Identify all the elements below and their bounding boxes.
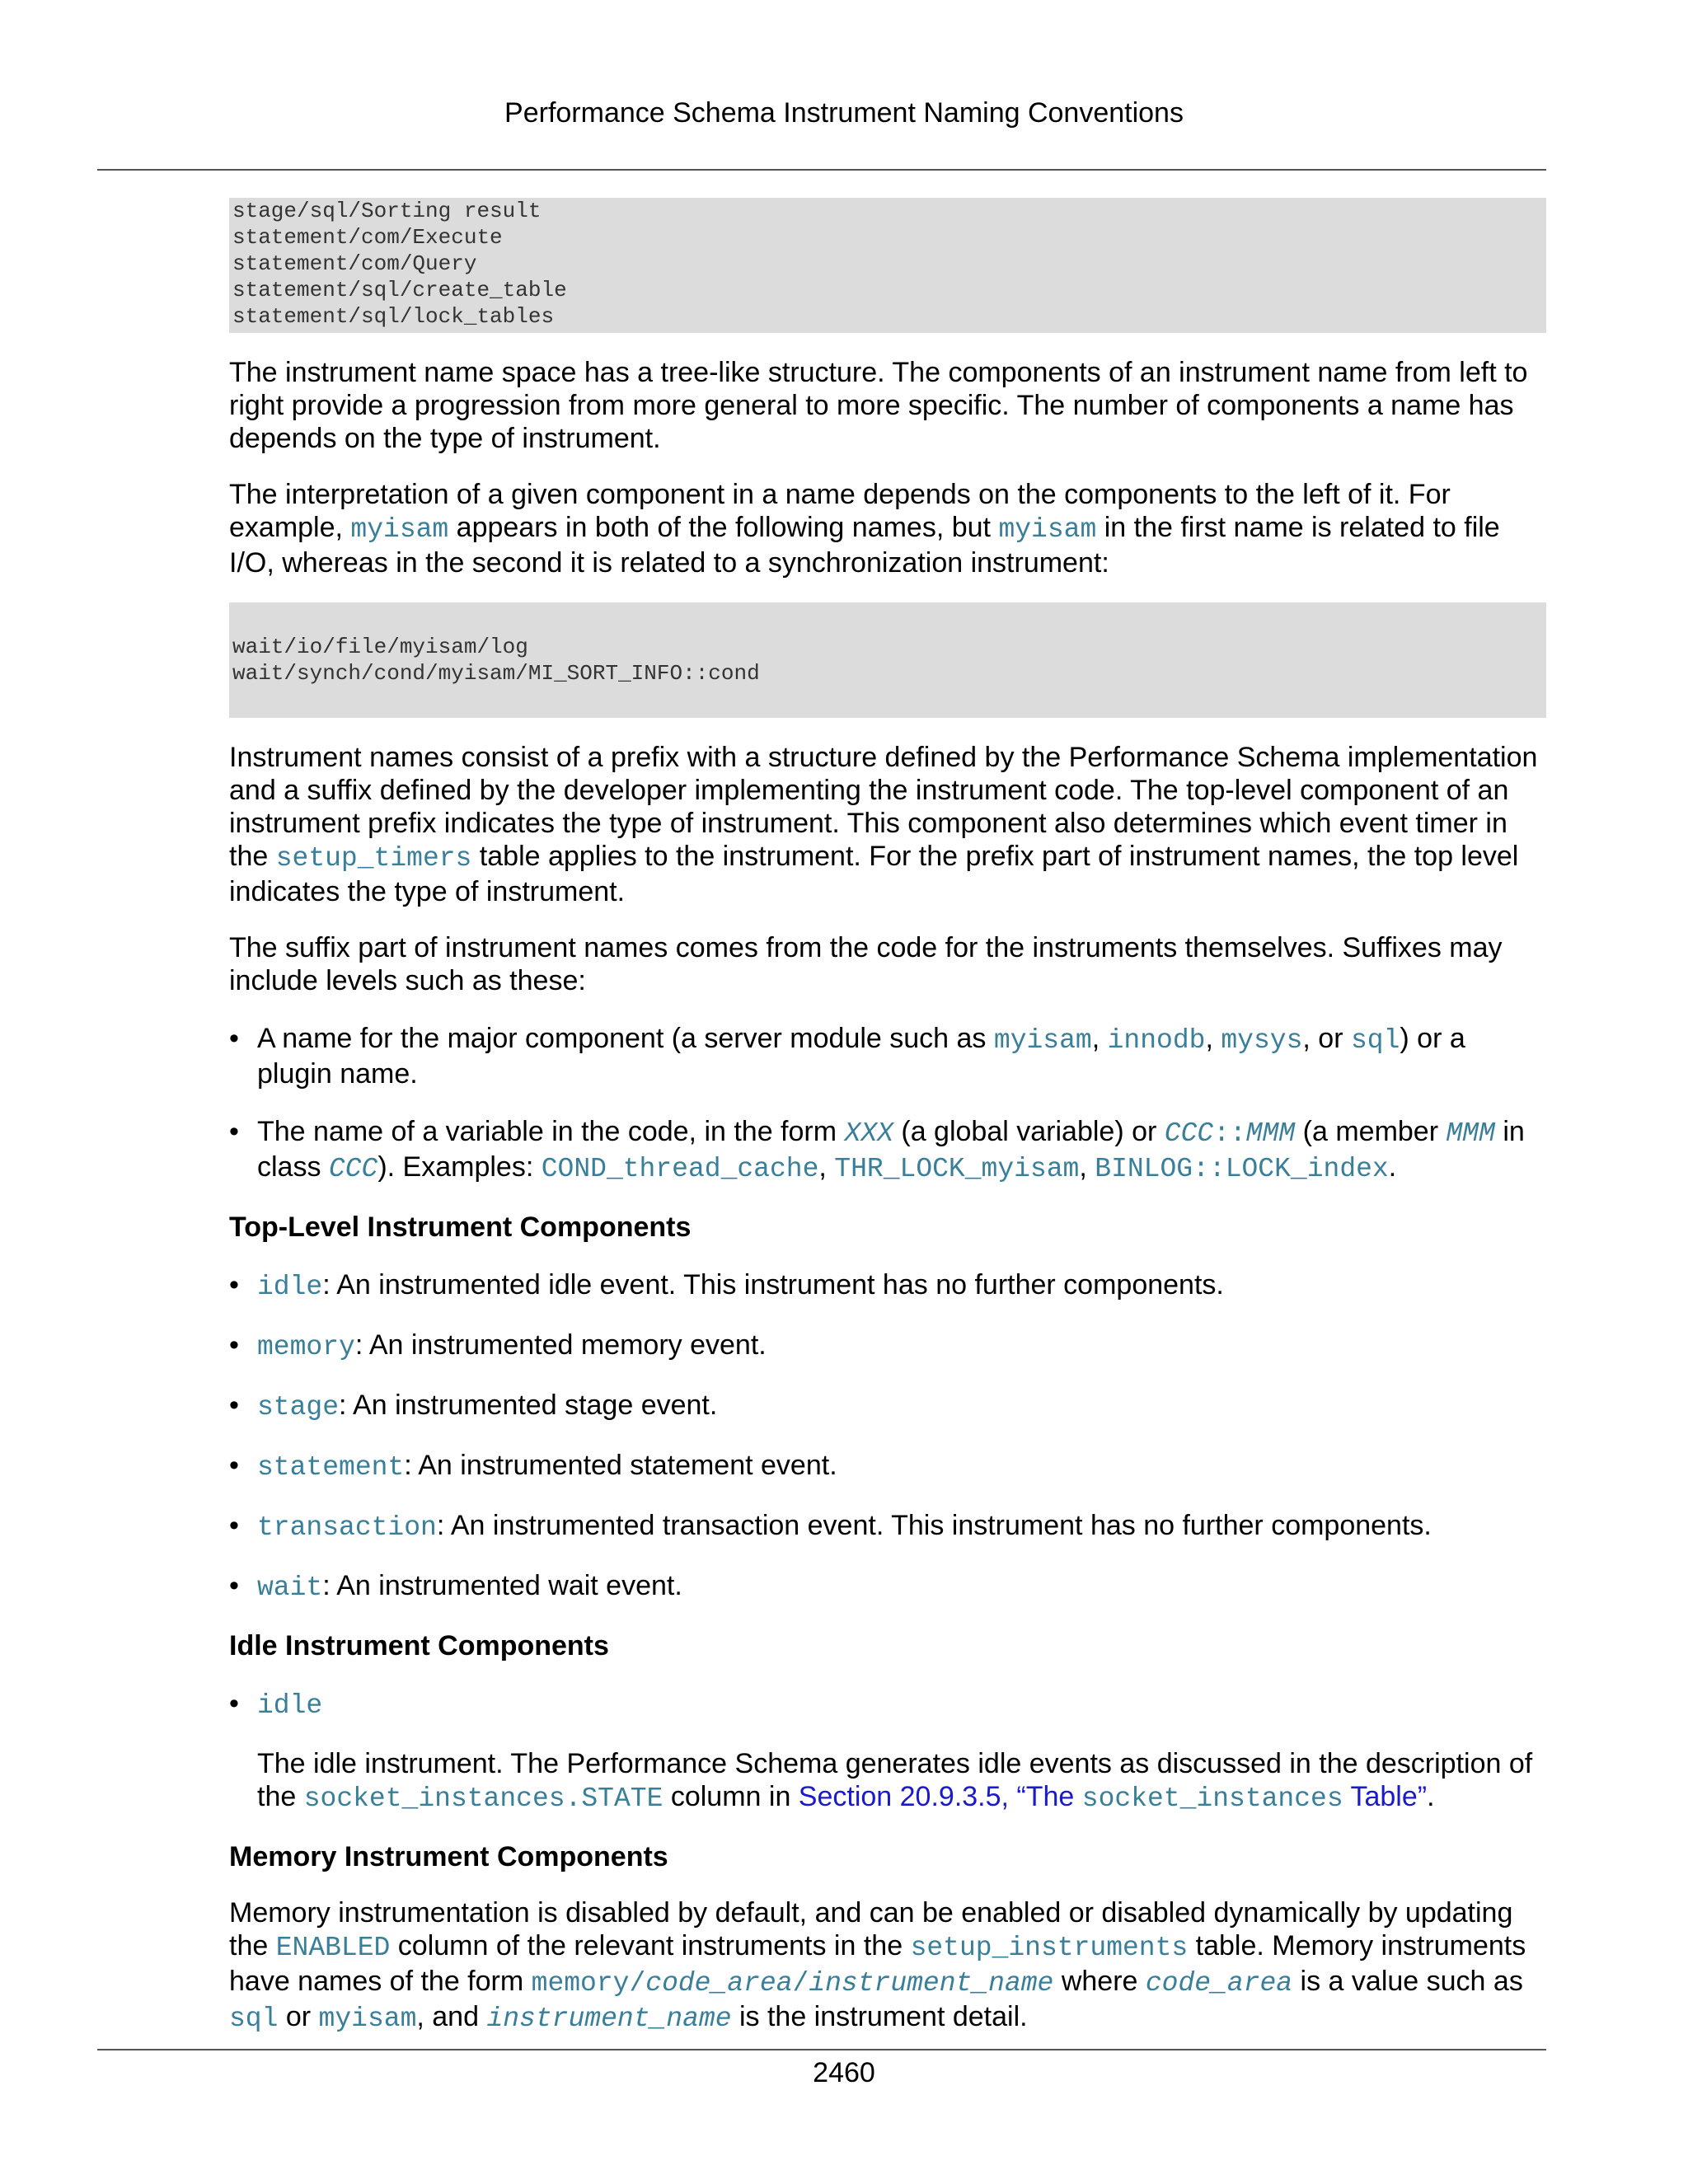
text: (a global variable) or bbox=[893, 1116, 1165, 1147]
text: in class bbox=[257, 1116, 1525, 1183]
inline-code: instrument_name bbox=[809, 1968, 1054, 1999]
inline-code: ENABLED bbox=[275, 1933, 391, 1963]
inline-code: transaction bbox=[257, 1512, 437, 1543]
text: column of the relevant instruments in the bbox=[390, 1930, 911, 1961]
text: is the instrument detail. bbox=[731, 2001, 1028, 2032]
text: , bbox=[1091, 1023, 1108, 1054]
page-content bbox=[229, 198, 1546, 2036]
text: A name for the major component (a server module such as bbox=[257, 1023, 994, 1054]
list-item: • idle: An instrumented idle event. This instrument has no further components. bbox=[229, 1269, 1224, 1302]
text: or bbox=[278, 2001, 319, 2032]
text: , or bbox=[1302, 1023, 1351, 1054]
inline-code: memory/ bbox=[531, 1968, 646, 1999]
section-link-socket-instances[interactable]: Section 20.9.3.5, “The socket_instances Table” bbox=[798, 1781, 1428, 1814]
inline-code: / bbox=[792, 1968, 809, 1999]
text: , and bbox=[416, 2001, 487, 2032]
text: Memory instrumentation is disabled by default, and can be enabled or disabled dynamically by updating the bbox=[229, 1897, 1513, 1961]
code-line: statement/sql/lock_tables bbox=[232, 304, 555, 329]
text: , bbox=[818, 1151, 835, 1183]
list-item: • The name of a variable in the code, in the form XXX (a global variable) or CCC::MMM (a member MMM in class CCC). Examples: COND_thread_cache, THR_LOCK_myisam, BINLOG::LOCK_index. bbox=[229, 1116, 1525, 1184]
text: Instrument names consist of a prefix with a structure defined by the Performance Schema implementation and a suffix defined by the developer implementing the instrument code. The top-level component of an instrument prefix indicates the type of instrument. This component also determines which event timer in the bbox=[229, 742, 1538, 872]
inline-code: myisam bbox=[998, 514, 1097, 545]
inline-code: instrument_name bbox=[486, 2004, 732, 2034]
inline-code: CCC bbox=[1164, 1118, 1214, 1149]
text: : An instrumented wait event. bbox=[322, 1570, 682, 1601]
code-block-wait bbox=[229, 602, 1546, 718]
text: The interpretation of a given component in a name depends on the components to the left of it. For example, bbox=[229, 479, 1451, 543]
list-item: • statement: An instrumented statement event. bbox=[229, 1450, 837, 1483]
code-line: statement/com/Query bbox=[232, 251, 477, 276]
inline-code: myisam bbox=[318, 2004, 417, 2034]
code-line: wait/io/file/myisam/log bbox=[232, 635, 528, 659]
inline-code: myisam bbox=[993, 1025, 1092, 1056]
text: appears in both of the following names, but bbox=[448, 512, 999, 543]
inline-code: BINLOG::LOCK_index bbox=[1095, 1154, 1389, 1184]
list-item: • wait: An instrumented wait event. bbox=[229, 1570, 682, 1603]
list-item: • memory: An instrumented memory event. bbox=[229, 1329, 767, 1362]
text: : An instrumented statement event. bbox=[404, 1450, 837, 1481]
text: , bbox=[1079, 1151, 1095, 1183]
inline-code: CCC bbox=[328, 1154, 378, 1184]
code-line: stage/sql/Sorting result bbox=[232, 199, 542, 223]
text: . bbox=[1388, 1151, 1397, 1183]
inline-code: memory bbox=[257, 1332, 355, 1362]
text: ). Examples: bbox=[377, 1151, 542, 1183]
text: where bbox=[1053, 1966, 1146, 1997]
text: ) or a plugin name. bbox=[257, 1023, 1465, 1090]
text: column in bbox=[663, 1781, 799, 1812]
inline-code: innodb bbox=[1107, 1025, 1206, 1056]
inline-code: code_area bbox=[645, 1968, 793, 1999]
inline-code: myisam bbox=[350, 514, 449, 545]
idle-description bbox=[229, 1747, 1546, 1816]
text: , bbox=[1205, 1023, 1221, 1054]
paragraph-memory bbox=[229, 1896, 1546, 2036]
inline-code: idle bbox=[257, 1272, 323, 1302]
text: table. Memory instruments have names of the form bbox=[229, 1930, 1526, 1997]
inline-code: setup_instruments bbox=[910, 1933, 1189, 1963]
section-heading-top-level: Top-Level Instrument Components bbox=[229, 1212, 692, 1243]
inline-code: COND_thread_cache bbox=[541, 1154, 819, 1184]
inline-code: mysys bbox=[1221, 1025, 1303, 1056]
code-line: statement/com/Execute bbox=[232, 225, 503, 250]
list-item: • A name for the major component (a server module such as myisam, innodb, mysys, or sql) or a plugin name. bbox=[229, 1023, 1465, 1090]
page-number: 2460 bbox=[813, 2057, 875, 2088]
inline-code: stage bbox=[257, 1392, 340, 1422]
paragraph-suffix: The suffix part of instrument names comes from the code for the instruments themselves. Suffixes may include levels such as these: bbox=[229, 932, 1503, 996]
inline-code: setup_timers bbox=[275, 843, 472, 874]
section-heading-idle: Idle Instrument Components bbox=[229, 1630, 609, 1661]
code-line: statement/sql/create_table bbox=[232, 278, 567, 302]
paragraph-prefix-suffix bbox=[229, 741, 1546, 908]
text: : An instrumented memory event. bbox=[354, 1329, 767, 1361]
inline-code: socket_instances.STATE bbox=[303, 1783, 663, 1814]
list-item: • stage: An instrumented stage event. bbox=[229, 1390, 718, 1422]
text: is a value such as bbox=[1292, 1966, 1523, 1997]
inline-code: :: bbox=[1213, 1118, 1246, 1149]
page-header: Performance Schema Instrument Naming Conventions bbox=[504, 97, 1184, 129]
inline-code: sql bbox=[229, 2004, 279, 2034]
list-item: • transaction: An instrumented transaction event. This instrument has no further components. bbox=[229, 1510, 1432, 1543]
code-block-stage-statement bbox=[229, 198, 1546, 333]
text: (a member bbox=[1295, 1116, 1447, 1147]
paragraph-interpretation bbox=[229, 478, 1546, 579]
text: . bbox=[1427, 1781, 1435, 1812]
code-line: wait/synch/cond/myisam/MI_SORT_INFO::cond bbox=[232, 661, 760, 686]
list-item: • idle bbox=[229, 1688, 323, 1721]
text: in the first name is related to file I/O, whereas in the second it is related to a synchronization instrument: bbox=[229, 512, 1500, 579]
section-heading-memory: Memory Instrument Components bbox=[229, 1841, 668, 1872]
paragraph-name-space: The instrument name space has a tree-like structure. The components of an instrument name from left to right provide a progression from more general to more specific. The number of components a name has depends on the type of instrument. bbox=[229, 357, 1528, 454]
text: table applies to the instrument. For the prefix part of instrument names, the top level indicates the type of instrument. bbox=[229, 841, 1519, 907]
text: : An instrumented stage event. bbox=[339, 1390, 718, 1421]
text: : An instrumented idle event. This instrument has no further components. bbox=[322, 1269, 1224, 1301]
inline-code: statement bbox=[257, 1452, 405, 1483]
inline-code: MMM bbox=[1245, 1118, 1296, 1149]
inline-code: idle bbox=[257, 1690, 323, 1721]
text: The name of a variable in the code, in the form bbox=[257, 1116, 845, 1147]
header-rule bbox=[97, 169, 1546, 171]
inline-code: XXX bbox=[844, 1118, 893, 1149]
inline-code: sql bbox=[1350, 1025, 1400, 1056]
footer-rule bbox=[97, 2049, 1546, 2050]
inline-code: MMM bbox=[1446, 1118, 1495, 1149]
text: The idle instrument. The Performance Schema generates idle events as discussed in the description of the bbox=[257, 1748, 1533, 1812]
inline-code: code_area bbox=[1145, 1968, 1293, 1999]
inline-code: THR_LOCK_myisam bbox=[834, 1154, 1080, 1184]
text: : An instrumented transaction event. This instrument has no further components. bbox=[436, 1510, 1432, 1541]
inline-code: wait bbox=[257, 1572, 323, 1603]
